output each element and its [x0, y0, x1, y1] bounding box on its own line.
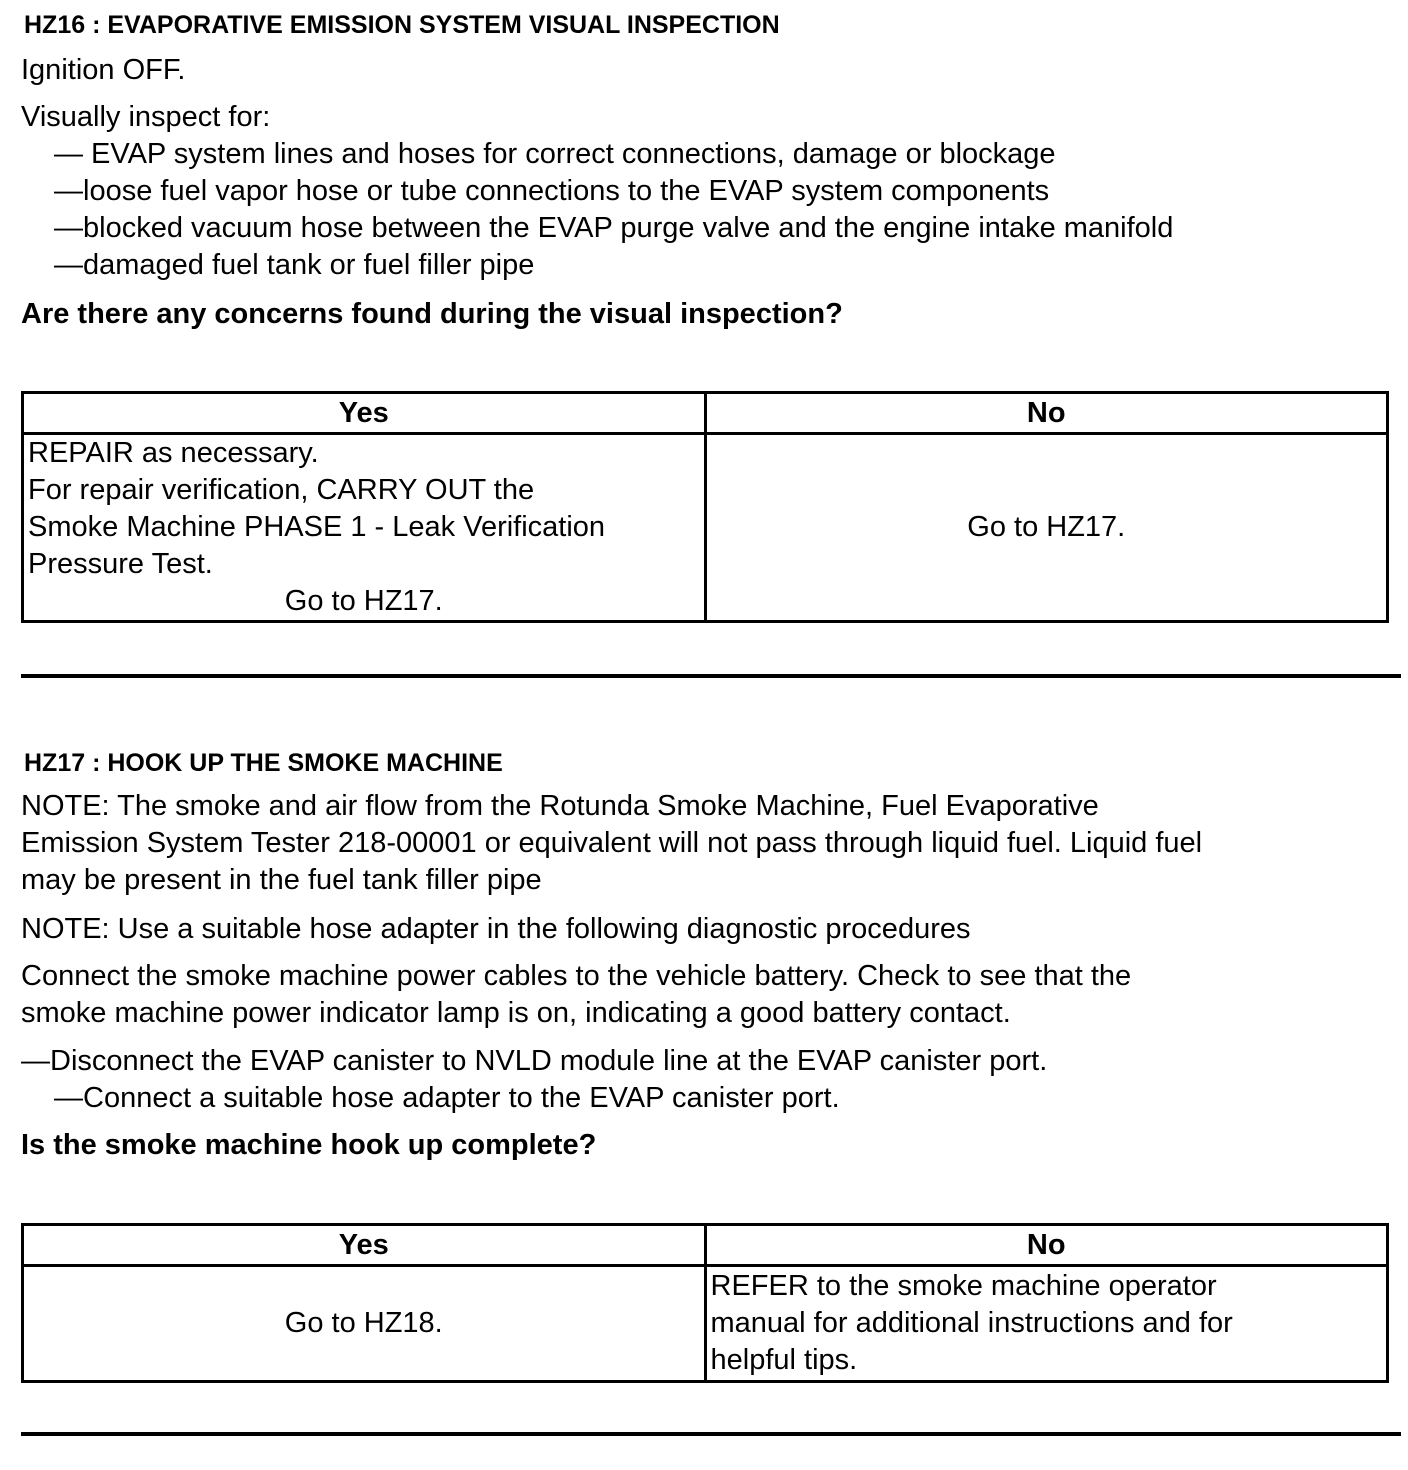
hz17-yes-header: Yes	[23, 1225, 706, 1266]
list-item: — EVAP system lines and hoses for correct connections, damage or blockage	[54, 138, 1056, 170]
hz16-decision-table	[21, 391, 1389, 623]
hz16-inspection-list	[21, 136, 1401, 284]
hz17-step-disconnect: —Disconnect the EVAP canister to NVLD module line at the EVAP canister port.	[21, 1045, 1048, 1077]
hz17-title: HZ17 : HOOK UP THE SMOKE MACHINE	[24, 749, 503, 777]
note-line: Emission System Tester 218-00001 or equivalent will not pass through liquid fuel. Liquid fuel	[21, 827, 1203, 859]
hz16-no-header: No	[705, 393, 1388, 434]
hz17-note-hose-adapter: NOTE: Use a suitable hose adapter in the following diagnostic procedures	[21, 913, 971, 945]
hz16-question: Are there any concerns found during the visual inspection?	[21, 298, 843, 330]
hz17-no-line: manual for additional instructions and for	[710, 1307, 1233, 1339]
hz16-yes-line: Smoke Machine PHASE 1 - Leak Verification	[28, 511, 606, 543]
hz16-no-goto-link[interactable]: Go to HZ17.	[967, 511, 1126, 543]
hz16-yes-cell	[23, 434, 706, 622]
hz16-yes-line: Pressure Test.	[28, 548, 213, 580]
hz16-yes-goto-link[interactable]: Go to HZ17.	[284, 585, 443, 617]
hz17-yes-goto-link[interactable]: Go to HZ18.	[284, 1307, 443, 1339]
list-item: —blocked vacuum hose between the EVAP purge valve and the engine intake manifold	[54, 212, 1174, 244]
hz17-decision-table	[21, 1223, 1389, 1383]
hz17-question: Is the smoke machine hook up complete?	[21, 1129, 597, 1161]
hz17-yes-cell	[23, 1266, 706, 1382]
hz17-no-line: helpful tips.	[710, 1344, 858, 1376]
note-line: may be present in the fuel tank filler pipe	[21, 864, 542, 896]
list-item: —damaged fuel tank or fuel filler pipe	[54, 249, 535, 281]
section-divider	[21, 674, 1401, 678]
hz16-no-cell	[705, 434, 1388, 622]
hz16-title: HZ16 : EVAPORATIVE EMISSION SYSTEM VISUAL INSPECTION	[24, 11, 780, 39]
section-divider	[21, 1432, 1401, 1436]
hz17-connect-instructions	[21, 958, 1401, 1032]
hz16-yes-line: For repair verification, CARRY OUT the	[28, 474, 535, 506]
hz16-step-ignition: Ignition OFF.	[21, 54, 186, 86]
instruction-line: smoke machine power indicator lamp is on, indicating a good battery contact.	[21, 997, 1011, 1029]
hz17-no-cell	[705, 1266, 1388, 1382]
note-line: NOTE: The smoke and air flow from the Rotunda Smoke Machine, Fuel Evaporative	[21, 790, 1099, 822]
list-item: —loose fuel vapor hose or tube connections to the EVAP system components	[54, 175, 1050, 207]
hz17-step-connect: —Connect a suitable hose adapter to the EVAP canister port.	[54, 1082, 840, 1114]
hz17-no-header: No	[705, 1225, 1388, 1266]
hz16-intro: Visually inspect for:	[21, 101, 271, 133]
hz17-no-line: REFER to the smoke machine operator	[710, 1270, 1217, 1302]
hz16-yes-line: REPAIR as necessary.	[28, 437, 319, 469]
hz17-note-liquid-fuel	[21, 788, 1401, 899]
instruction-line: Connect the smoke machine power cables to the vehicle battery. Check to see that the	[21, 960, 1132, 992]
hz16-yes-header: Yes	[23, 393, 706, 434]
